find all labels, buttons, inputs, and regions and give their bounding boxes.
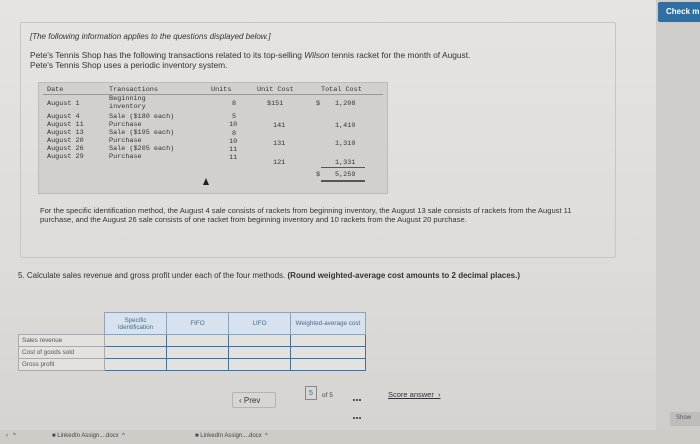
paragraph-line1-a: Pete's Tennis Shop has the following transactions related to its top-selling	[30, 50, 305, 60]
question-5-text	[18, 271, 598, 281]
row-units: 11	[229, 146, 238, 154]
taskbar-item-1[interactable]	[52, 433, 125, 439]
row-desc: Sale ($205 each)	[109, 145, 175, 153]
check-my-work-button[interactable]: Check m	[658, 2, 700, 22]
grid-menu-icon[interactable]	[353, 389, 365, 399]
paragraph-line2: Pete's Tennis Shop uses a periodic inventory system.	[30, 60, 228, 70]
taskbar-arrow-icon[interactable]: ‹ ^	[6, 433, 16, 439]
input-fifo-sales-revenue[interactable]	[167, 335, 229, 347]
col-header-units: Units	[211, 86, 232, 94]
row-label-sales-revenue: Sales revenue	[19, 335, 105, 347]
taskbar	[0, 430, 700, 444]
row-date: August 20	[47, 137, 84, 145]
row-unit-cost: 141	[273, 122, 286, 130]
row-date: August 26	[47, 145, 84, 153]
mouse-cursor-icon	[203, 178, 209, 185]
col-header-transactions: Transactions	[109, 86, 158, 94]
input-wavg-cogs[interactable]	[291, 347, 366, 359]
header-divider	[43, 94, 383, 95]
taskbar-item-2-label: LinkedIn Assign....docx	[200, 433, 262, 439]
col-header-total-cost: Total Cost	[321, 86, 362, 94]
input-wavg-gross-profit[interactable]	[291, 359, 366, 371]
chevron-left-icon: ‹	[239, 396, 242, 405]
row-label-cogs: Cost of goods sold	[19, 347, 105, 359]
intro-text: [The following information applies to the questions displayed below.]	[30, 32, 271, 41]
row-date: August 11	[47, 121, 84, 129]
input-specific-sales-revenue[interactable]	[105, 335, 167, 347]
row-units: 11	[229, 154, 238, 162]
score-answer-link[interactable]	[388, 390, 441, 399]
row-desc-2: inventory	[109, 103, 146, 111]
paragraph-line1-italic: Wilson	[304, 50, 330, 60]
row-desc: Purchase	[109, 137, 142, 145]
input-specific-cogs[interactable]	[105, 347, 167, 359]
question-rounding-note: (Round weighted-average cost amounts to 2 decimal places.)	[287, 271, 520, 280]
paragraph-line1-b: tennis racket for the month of August.	[329, 50, 471, 60]
col-weighted-average: Weighted-average cost	[291, 313, 366, 335]
subtotal-underline	[321, 167, 365, 168]
row-units: 10	[229, 138, 238, 146]
taskbar-item-2[interactable]	[195, 433, 268, 439]
grand-total-dollar: $	[316, 171, 321, 179]
row-date: August 29	[47, 153, 84, 161]
chevron-up-icon: ^	[120, 433, 125, 439]
row-unit-cost: $151	[267, 100, 284, 108]
row-unit-cost: 131	[273, 140, 286, 148]
specific-identification-text: For the specific identification method, the August 4 sale consists of rackets from beginning inventory, the August 13 sale consists of rackets from the August 11 purchase, and the August 26 sale consists of one racket from beginning inventory and 10 rackets from the August 20 purchase.	[40, 206, 572, 224]
row-desc: Sale ($195 each)	[109, 129, 175, 137]
row-unit-cost: 121	[273, 159, 286, 167]
answer-table-corner	[19, 313, 105, 335]
col-header-date: Date	[47, 86, 64, 94]
grand-total-double-underline	[321, 180, 365, 182]
row-desc: Sale ($180 each)	[109, 113, 175, 121]
row-desc: Purchase	[109, 153, 142, 161]
row-total: 1,331	[335, 159, 356, 167]
answer-table	[18, 312, 366, 371]
row-units: 8	[232, 100, 237, 108]
chevron-up-icon: ^	[263, 433, 268, 439]
input-specific-gross-profit[interactable]	[105, 359, 167, 371]
transactions-table	[38, 82, 388, 194]
row-label-gross-profit: Gross profit	[19, 359, 105, 371]
row-desc: Beginning	[109, 95, 146, 103]
row-units: 10	[229, 121, 238, 129]
row-date: August 1	[47, 100, 80, 108]
taskbar-item-1-label: LinkedIn Assign....docx	[57, 433, 119, 439]
chevron-right-icon: ›	[435, 390, 441, 399]
page-number-box[interactable]: 5	[305, 386, 317, 400]
problem-paragraph	[30, 50, 590, 70]
question-text: 5. Calculate sales revenue and gross profit under each of the four methods.	[18, 271, 288, 280]
col-header-unit-cost: Unit Cost	[257, 86, 294, 94]
prev-label: Prev	[243, 396, 261, 405]
input-lifo-sales-revenue[interactable]	[229, 335, 291, 347]
grand-total: 5,259	[335, 171, 356, 179]
row-total: 1,410	[335, 122, 356, 130]
row-desc: Purchase	[109, 121, 142, 129]
row-units: 5	[232, 113, 237, 121]
input-wavg-sales-revenue[interactable]	[291, 335, 366, 347]
input-fifo-gross-profit[interactable]	[167, 359, 229, 371]
input-lifo-cogs[interactable]	[229, 347, 291, 359]
score-answer-label: Score answer	[388, 390, 434, 399]
row-units: 8	[232, 130, 237, 138]
col-fifo: FIFO	[167, 313, 229, 335]
document-icon: ■	[195, 433, 199, 439]
col-specific-identification: Specific Identification	[105, 313, 167, 335]
prev-button[interactable]	[232, 392, 276, 408]
row-total: 1,310	[335, 140, 356, 148]
row-dollar: $	[316, 100, 321, 108]
right-sidebar-strip	[656, 0, 700, 430]
document-icon: ■	[52, 433, 56, 439]
input-fifo-cogs[interactable]	[167, 347, 229, 359]
col-lifo: LIFO	[229, 313, 291, 335]
row-date: August 13	[47, 129, 84, 137]
row-total: 1,208	[335, 100, 356, 108]
show-button[interactable]: Show	[670, 412, 700, 426]
input-lifo-gross-profit[interactable]	[229, 359, 291, 371]
row-date: August 4	[47, 113, 80, 121]
page-of-text: of 5	[322, 392, 333, 399]
